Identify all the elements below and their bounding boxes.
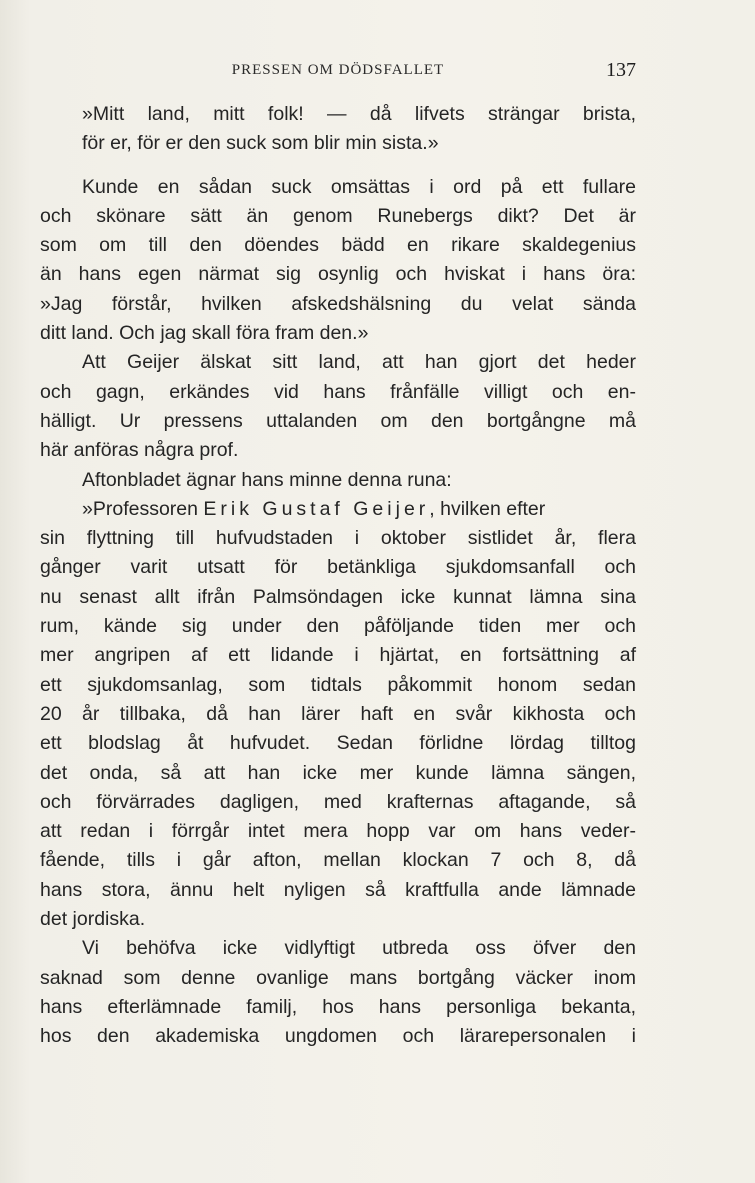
- text-line: och skönare sätt än genom Runebergs dikt? Det är: [40, 204, 636, 227]
- person-name: Erik Gustaf Geijer: [203, 497, 430, 520]
- body-text: [40, 100, 636, 1052]
- text-line: det onda, så att han icke mer kunde lämna sängen,: [40, 761, 636, 784]
- text-line: ett blodslag åt hufvudet. Sedan förlidne lördag tilltog: [40, 732, 636, 755]
- text-line: hälligt. Ur pressens uttalanden om den bortgångne må: [40, 409, 636, 432]
- page-header: [40, 59, 636, 86]
- text-line: som om till den döendes bädd en rikare skaldegenius: [40, 234, 636, 257]
- text-line: och förvärrades dagligen, med krafternas aftagande, så: [40, 790, 636, 813]
- text-line: sin flyttning till hufvudstaden i oktober sistlidet år, flera: [40, 527, 636, 550]
- text-line: att redan i förrgår intet mera hopp var om hans veder-: [40, 820, 636, 843]
- text-line: än hans egen närmat sig osynlig och hviskat i hans öra:: [40, 263, 636, 286]
- text-line: hos den akademiska ungdomen och lärarepersonalen i: [40, 1025, 636, 1048]
- text-line: nu senast allt ifrån Palmsöndagen icke kunnat lämna sina: [40, 585, 636, 608]
- text-line-with-name: [40, 495, 636, 524]
- text-line: gånger varit utsatt för betänkliga sjukdomsanfall och: [40, 556, 636, 579]
- text-line: »Mitt land, mitt folk! — då lifvets strängar brista,: [82, 103, 636, 125]
- text-line: rum, kände sig under den påföljande tiden mer och: [40, 615, 636, 638]
- text-line: fående, tills i går afton, mellan klockan 7 och 8, då: [40, 849, 636, 872]
- text-line: hans stora, ännu helt nyligen så kraftfulla ande lämnade: [40, 878, 636, 901]
- text-line: saknad som denne ovanlige mans bortgång väcker inom: [40, 966, 636, 989]
- text-line: mer angripen af ett lidande i hjärtat, en fortsättning af: [40, 644, 636, 667]
- text-line: för er, för er den suck som blir min sista.»: [82, 132, 439, 155]
- quote-start: »Professoren: [82, 497, 198, 520]
- text-line: ett sjukdomsanlag, som tidtals påkommit honom sedan: [40, 673, 636, 696]
- text-line: hans efterlämnade familj, hos hans personliga bekanta,: [40, 995, 636, 1018]
- text-line: här anföras några prof.: [40, 439, 239, 462]
- text-line: ditt land. Och jag skall föra fram den.»: [40, 322, 369, 345]
- text-line: »Jag förstår, hvilken afskedshälsning du velat sända: [40, 292, 636, 315]
- running-head: PRESSEN OM DÖDSFALLET: [231, 62, 445, 78]
- text-line: Aftonbladet ägnar hans minne denna runa:: [82, 468, 452, 491]
- text-line: Att Geijer älskat sitt land, att han gjort det heder: [82, 351, 636, 374]
- text-line: och gagn, erkändes vid hans frånfälle villigt och en-: [40, 380, 636, 403]
- stanza-gap: [40, 159, 636, 173]
- quote-continuation: , hvilken efter: [429, 497, 546, 520]
- text-line: det jordiska.: [40, 908, 146, 931]
- text-line: Kunde en sådan suck omsättas i ord på ett fullare: [82, 175, 636, 198]
- page-number: 137: [606, 59, 636, 81]
- text-line: 20 år tillbaka, då han lärer haft en svår kikhosta och: [40, 702, 636, 725]
- text-line: Vi behöfva icke vidlyftigt utbreda oss öfver den: [82, 937, 636, 960]
